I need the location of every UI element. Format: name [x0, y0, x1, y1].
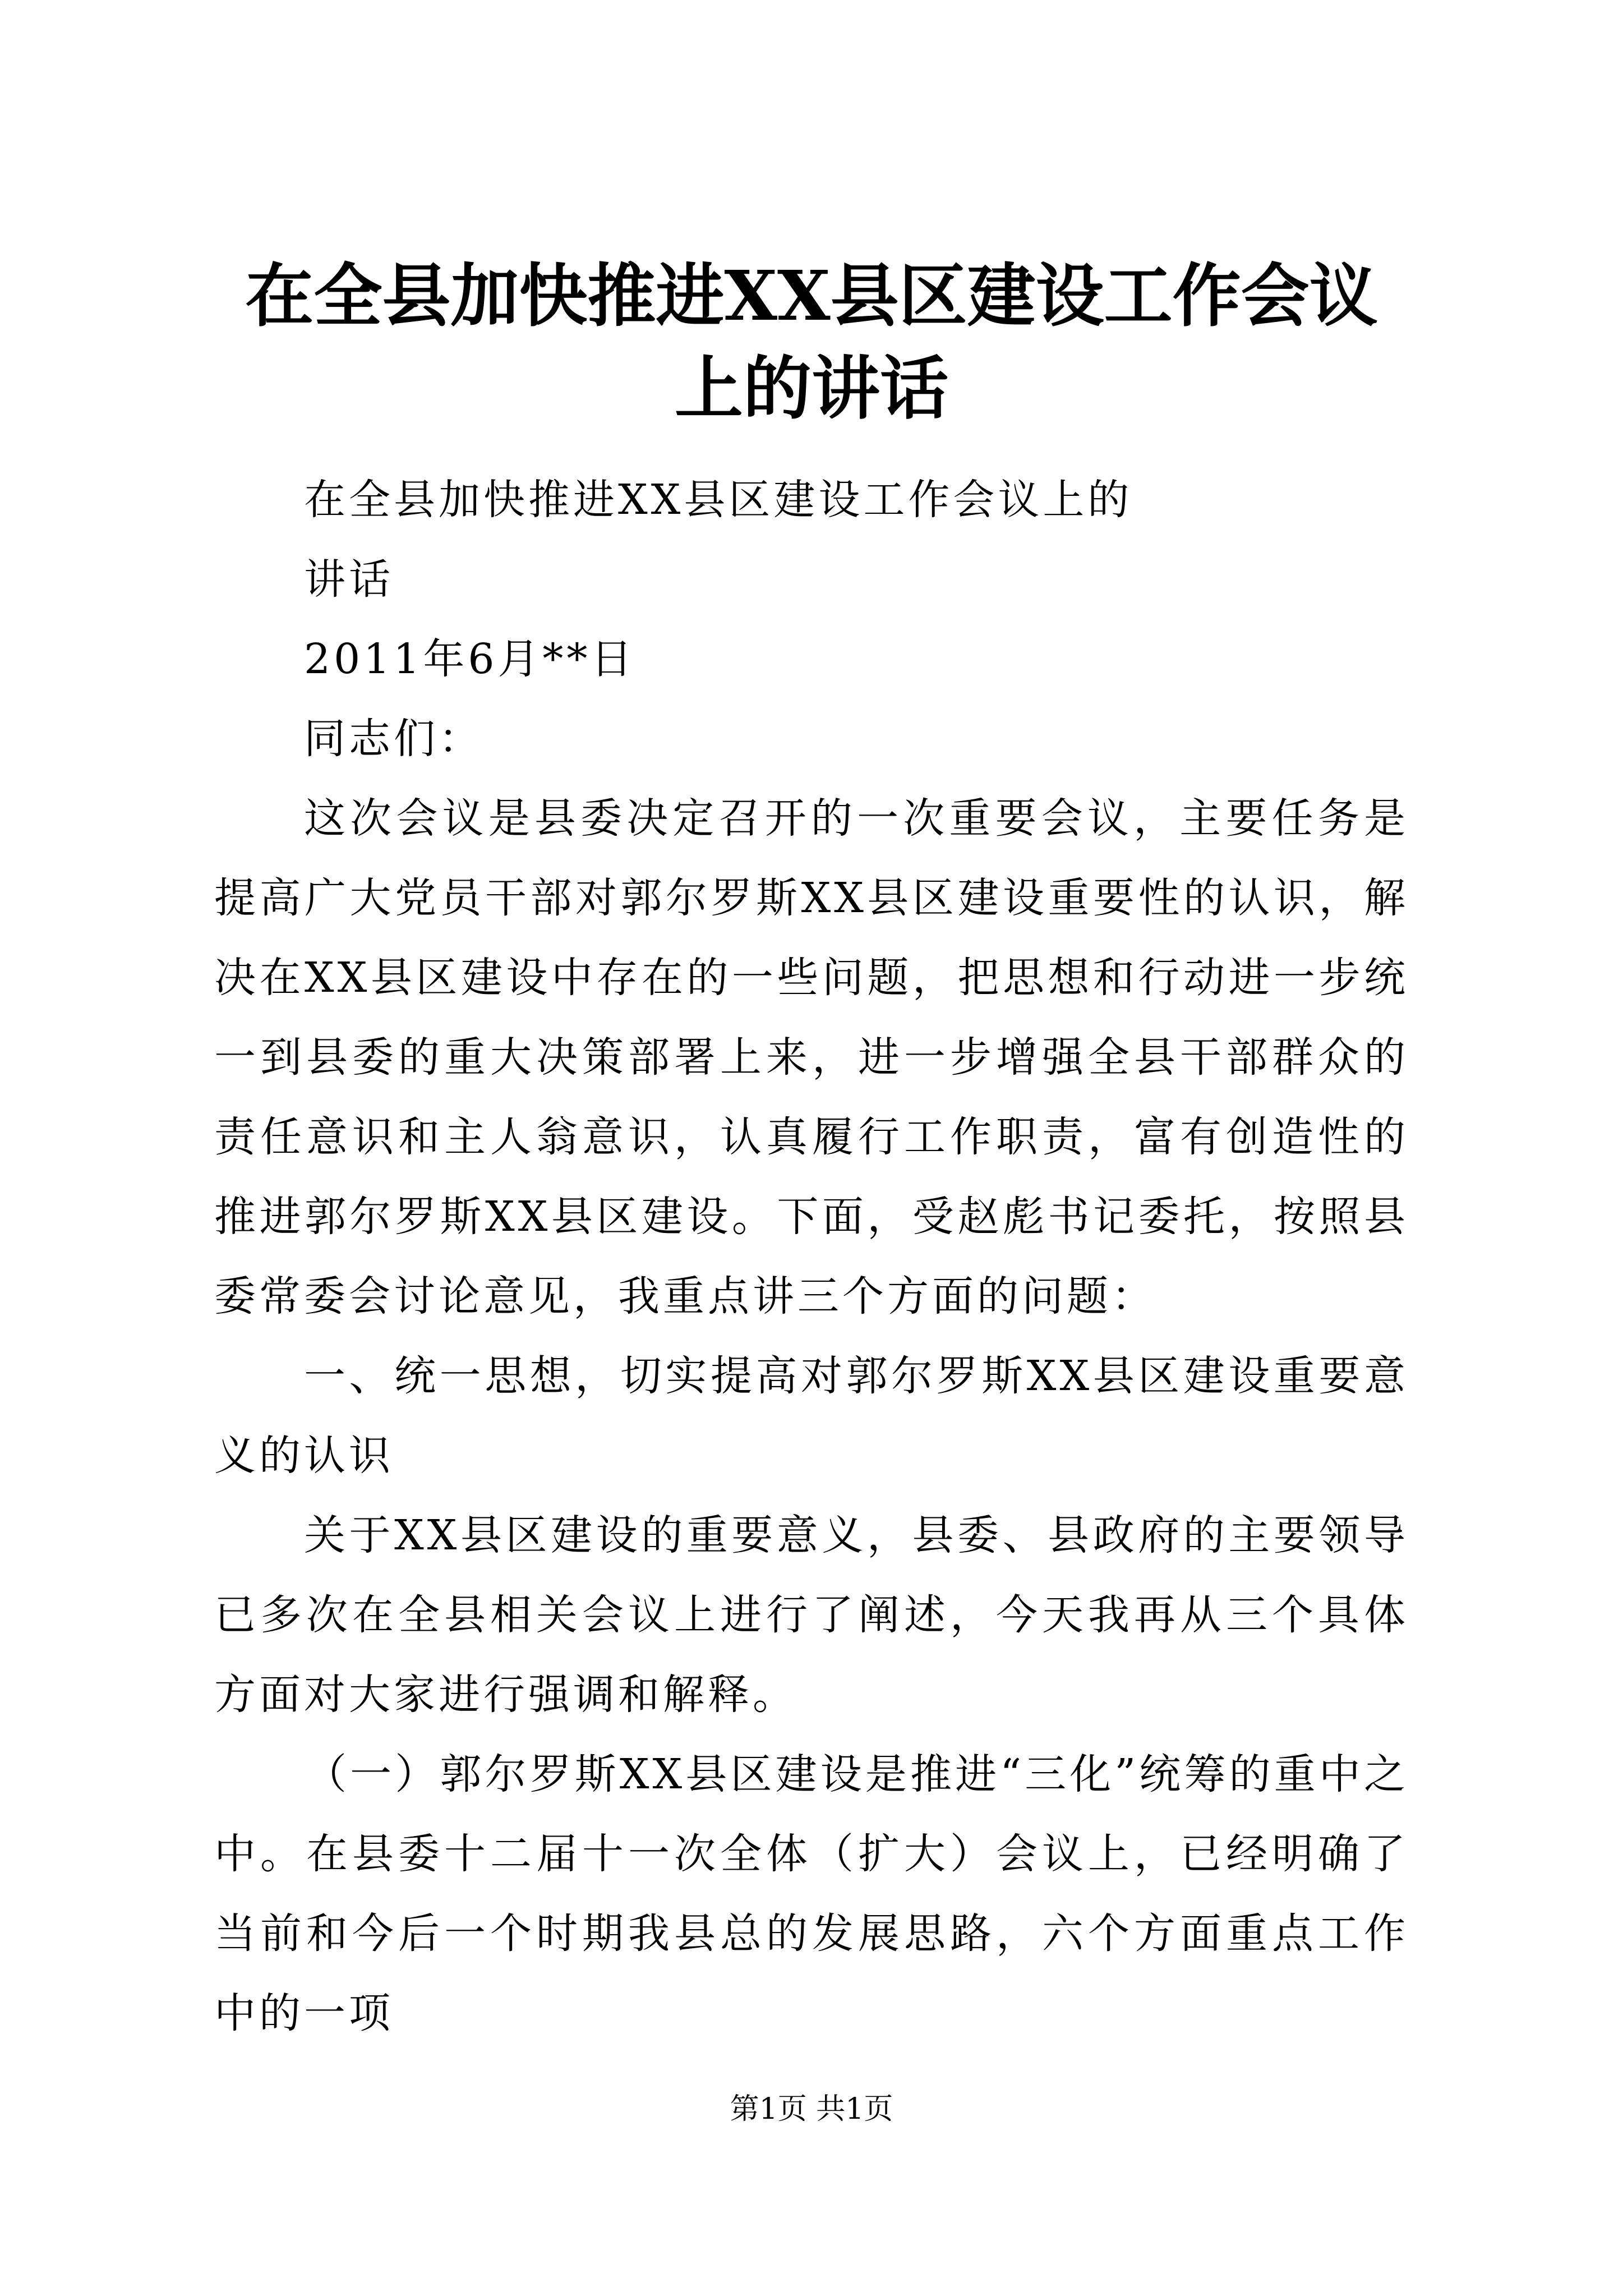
salutation: 同志们： [304, 715, 483, 763]
subtitle-line-2: 讲话 [304, 555, 394, 604]
document-body [214, 460, 1409, 2053]
paragraph-point-1: （一）郭尔罗斯XX县区建设是推进“三化”统筹的重中之中。在县委十二届十一次全体（扩大）会议上，已经明确了当前和今后一个时期我县总的发展思路，六个方面重点工作中的一项 [214, 1750, 1409, 2037]
speech-date: 2011年6月**日 [304, 635, 636, 683]
page-footer: 第1页 共1页 [730, 2092, 893, 2126]
document-title: 在全县加快推进XX县区建设工作会议上的讲话 [245, 255, 1378, 429]
section-heading-1: 一、统一思想，切实提高对郭尔罗斯XX县区建设重要意义的认识 [214, 1352, 1409, 1480]
paragraph-significance: 关于XX县区建设的重要意义，县委、县政府的主要领导已多次在全县相关会议上进行了阐述，今天我再从三个具体方面对大家进行强调和解释。 [214, 1511, 1409, 1719]
paragraph-intro: 这次会议是县委决定召开的一次重要会议，主要任务是提高广大党员干部对郭尔罗斯XX县区建设重要性的认识，解决在XX县区建设中存在的一些问题，把思想和行动进一步统一到县委的重大决策部署上来，进一步增强全县干部群众的责任意识和主人翁意识，认真履行工作职责，富有创造性的推进郭尔罗斯XX县区建设。下面，受赵彪书记委托，按照县委常委会讨论意见，我重点讲三个方面的问题： [214, 794, 1409, 1320]
subtitle-line-1: 在全县加快推进XX县区建设工作会议上的 [304, 476, 1133, 524]
